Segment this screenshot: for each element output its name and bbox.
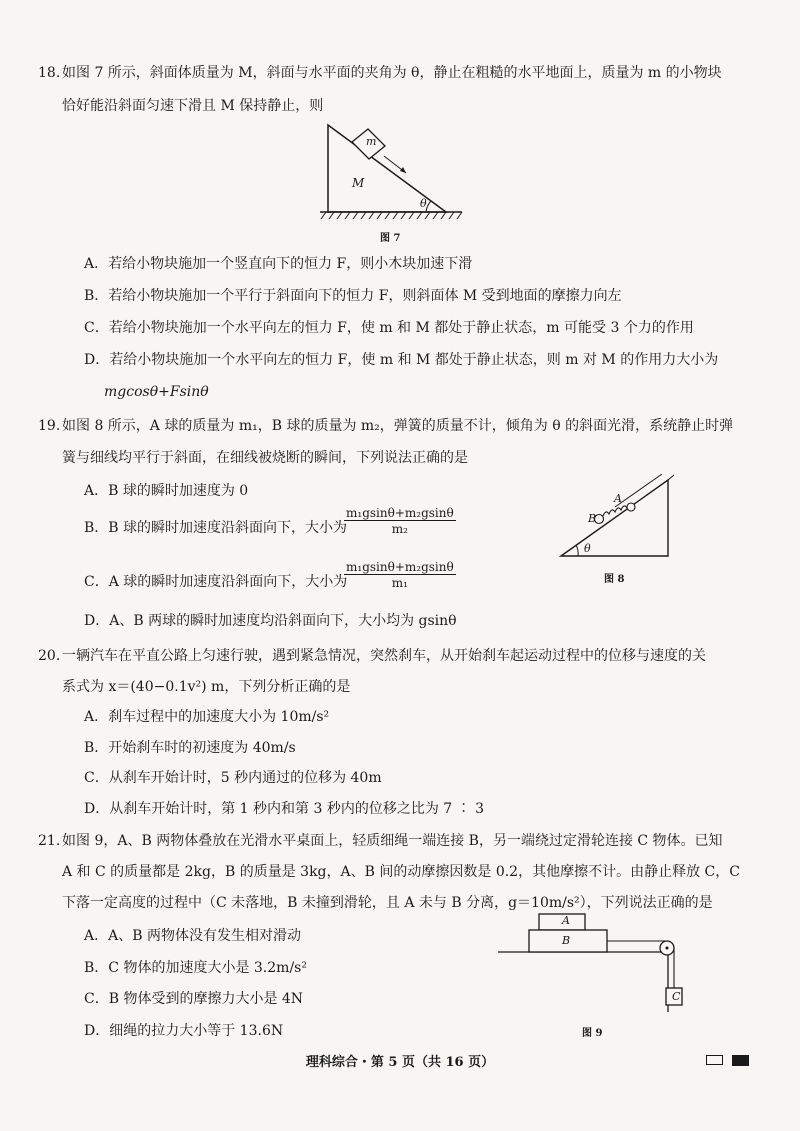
q18-option-c: C．若给小物块施加一个水平向左的恒力 F，使 m 和 M 都处于静止状态，m 可能受 3 个力的作用 xyxy=(84,320,694,336)
q20-option-c: C．从刹车开始计时，5 秒内通过的位移为 40m xyxy=(84,770,382,786)
figure-8-label-a: A xyxy=(614,492,622,505)
figure-9-label-b: B xyxy=(562,934,571,947)
figure-8-caption: 图 8 xyxy=(604,574,625,585)
figure-9-label-a: A xyxy=(562,914,570,927)
q21-option-d: D．细绳的拉力大小等于 13.6N xyxy=(84,1023,284,1039)
q20-stem-line2: 系式为 x＝(40−0.1v²) m，下列分析正确的是 xyxy=(62,679,351,695)
q19-stem-line2: 簧与细线均平行于斜面，在细线被烧断的瞬间，下列说法正确的是 xyxy=(62,450,468,466)
q18-option-d-continued: mgcosθ+Fsinθ xyxy=(104,384,209,400)
q20-stem-line1: 一辆汽车在平直公路上匀速行驶，遇到紧急情况，突然刹车，从开始刹车起运动过程中的位移与速度的关 xyxy=(62,648,706,664)
figure-8-incline xyxy=(558,474,676,560)
q18-number: 18. xyxy=(38,65,61,81)
q21-option-a: A．A、B 两物体没有发生相对滑动 xyxy=(84,928,301,944)
q21-stem-line1: 如图 9，A、B 两物体叠放在光滑水平桌面上，轻质细绳一端连接 B，另一端绕过定滑轮连接 C 物体。已知 xyxy=(62,833,723,849)
q18-stem-line1: 如图 7 所示，斜面体质量为 M，斜面与水平面的夹角为 θ，静止在粗糙的水平地面上，质量为 m 的小物块 xyxy=(62,65,722,81)
figure-7-label-m: m xyxy=(366,135,377,148)
page-footer: 理科综合・第 5 页（共 16 页） xyxy=(305,1055,495,1070)
q19-stem-line1: 如图 8 所示，A 球的质量为 m₁，B 球的质量为 m₂，弹簧的质量不计，倾角为 θ 的斜面光滑，系统静止时弹 xyxy=(62,418,734,434)
q19-option-a: A．B 球的瞬时加速度为 0 xyxy=(84,483,249,499)
q21-option-b: B．C 物体的加速度大小是 3.2m/s² xyxy=(84,960,307,976)
figure-9-label-c: C xyxy=(672,990,681,1003)
q19-option-c-denominator: m₁ xyxy=(391,576,408,590)
q18-stem-line2: 恰好能沿斜面匀速下滑且 M 保持静止，则 xyxy=(62,98,324,114)
q18-option-a: A．若给小物块施加一个竖直向下的恒力 F，则小木块加速下滑 xyxy=(84,256,473,272)
q19-option-b-prefix: B．B 球的瞬时加速度沿斜面向下，大小为 xyxy=(84,520,348,536)
figure-8-label-theta: θ xyxy=(584,542,591,555)
figure-7-caption: 图 7 xyxy=(380,233,401,244)
q21-stem-line3: 下落一定高度的过程中（C 未落地，B 未撞到滑轮，且 A 未与 B 分离，g＝10m/s²），下列说法正确的是 xyxy=(62,895,713,911)
q19-option-d: D．A、B 两球的瞬时加速度均沿斜面向下，大小均为 gsinθ xyxy=(84,613,457,629)
q19-option-c-numerator: m₁gsinθ+m₂gsinθ xyxy=(346,560,454,574)
q20-number: 20. xyxy=(38,648,61,664)
q19-option-b-fraction xyxy=(344,506,456,536)
q21-stem-line2: A 和 C 的质量都是 2kg，B 的质量是 3kg，A、B 间的动摩擦因数是 0.2，其他摩擦不计。由静止释放 C，C xyxy=(62,864,740,880)
figure-7-label-M: M xyxy=(352,176,365,190)
q20-option-b: B．开始刹车时的初速度为 40m/s xyxy=(84,740,296,756)
q19-option-b-denominator: m₂ xyxy=(391,522,408,536)
q21-option-c: C．B 物体受到的摩擦力大小是 4N xyxy=(84,991,304,1007)
figure-9-pulley-system xyxy=(496,912,686,1014)
q18-option-b: B．若给小物块施加一个平行于斜面向下的恒力 F，则斜面体 M 受到地面的摩擦力向左 xyxy=(84,288,622,304)
answer-box-filled xyxy=(732,1055,749,1066)
q19-option-c-prefix: C．A 球的瞬时加速度沿斜面向下，大小为 xyxy=(84,574,348,590)
figure-7-incline xyxy=(318,122,464,222)
q21-number: 21. xyxy=(38,833,61,849)
q19-option-c-fraction xyxy=(344,560,456,590)
q19-option-b-numerator: m₁gsinθ+m₂gsinθ xyxy=(346,506,454,520)
q19-number: 19. xyxy=(38,418,61,434)
q18-option-d: D．若给小物块施加一个水平向左的恒力 F，使 m 和 M 都处于静止状态，则 m 对 M 的作用力大小为 xyxy=(84,352,719,368)
q20-option-a: A．刹车过程中的加速度大小为 10m/s² xyxy=(84,709,330,725)
q20-option-d: D．从刹车开始计时，第 1 秒内和第 3 秒内的位移之比为 7 ∶ 3 xyxy=(84,801,485,817)
figure-7-label-theta: θ xyxy=(420,197,427,210)
figure-8-label-b: B xyxy=(588,512,597,525)
answer-box-empty xyxy=(706,1055,723,1065)
figure-9-caption: 图 9 xyxy=(582,1028,603,1039)
